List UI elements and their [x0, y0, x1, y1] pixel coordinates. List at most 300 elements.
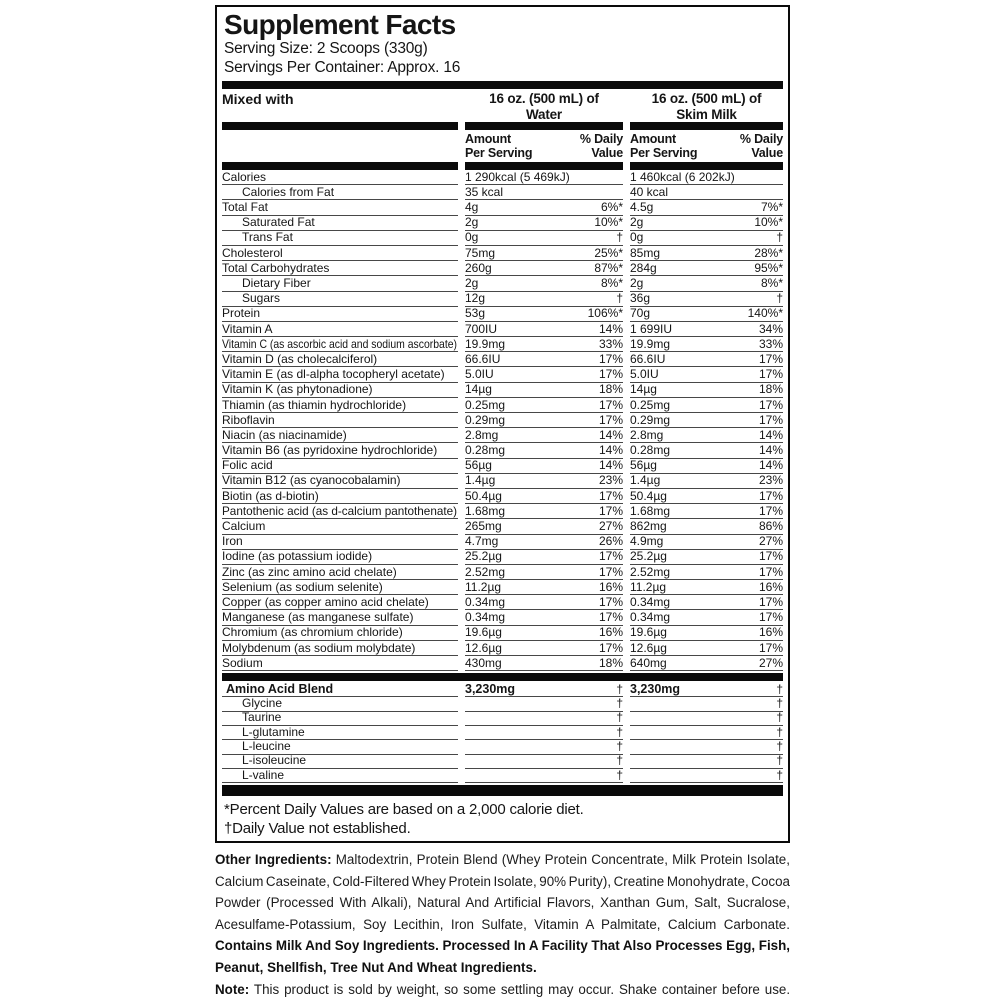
milk-value-cell [630, 337, 783, 352]
milk-daily-value: † [776, 767, 783, 782]
milk-value-cell [630, 769, 783, 783]
water-value-cell [465, 322, 623, 337]
water-value-cell [465, 595, 623, 610]
table-row [222, 697, 783, 711]
skim-milk-column-header-line2: Skim Milk [676, 106, 737, 122]
nutrient-name-cell [222, 595, 458, 610]
divider-bar [222, 673, 783, 681]
milk-daily-value: 86% [758, 519, 783, 533]
water-value-cell [465, 519, 623, 534]
water-amount: 260g [465, 260, 492, 275]
water-value-cell [465, 712, 623, 726]
water-value-cell [465, 459, 623, 474]
nutrient-name-cell [222, 292, 458, 307]
milk-amount: 4.5g [630, 200, 654, 215]
table-row [222, 261, 783, 276]
nutrient-name: Vitamin B12 (as cyanocobalamin) [222, 473, 401, 488]
table-row [222, 712, 783, 726]
milk-value-cell [630, 246, 783, 261]
nutrient-name-cell [222, 443, 458, 458]
milk-amount: 2.52mg [630, 564, 671, 579]
nutrient-name-cell [222, 580, 458, 595]
nutrient-name: Copper (as copper amino acid chelate) [222, 594, 429, 609]
water-amount: 0.25mg [465, 397, 506, 412]
table-row [222, 682, 783, 697]
milk-amount: 66.6IU [630, 351, 666, 366]
milk-value-cell [630, 367, 783, 382]
nutrient-rows [222, 170, 783, 671]
water-amount: 2g [465, 215, 479, 230]
nutrient-name-cell [222, 565, 458, 580]
milk-daily-value: 34% [758, 321, 783, 336]
water-value-cell [465, 535, 623, 550]
table-row [222, 565, 783, 580]
water-value-cell [465, 261, 623, 276]
water-daily-value: 17% [598, 412, 623, 427]
milk-value-cell [630, 535, 783, 550]
milk-amount: 70g [630, 306, 651, 321]
water-amount: 12.6µg [465, 640, 502, 655]
milk-amount: 0.28mg [630, 443, 671, 458]
milk-amount: 12.6µg [630, 640, 667, 655]
milk-daily-value: 14% [758, 458, 783, 473]
table-row [222, 367, 783, 382]
skim-milk-column-header-line1: 16 oz. (500 mL) of [651, 91, 762, 106]
milk-daily-value: 16% [758, 579, 783, 594]
water-value-cell [465, 307, 623, 322]
water-amount: 56µg [465, 458, 492, 473]
milk-amount: 3,230mg [630, 681, 681, 696]
milk-value-cell [630, 292, 783, 307]
milk-daily-value: 27% [758, 534, 783, 549]
water-amount: 1.4µg [465, 473, 496, 488]
water-value-cell [465, 428, 623, 443]
nutrient-name-cell [222, 413, 458, 428]
water-amount: 4g [465, 200, 479, 215]
milk-amount: 2g [630, 276, 644, 290]
water-value-cell [465, 580, 623, 595]
water-value-cell [465, 550, 623, 565]
nutrient-name: Total Carbohydrates [222, 260, 330, 275]
milk-daily-value: 14% [758, 443, 783, 458]
water-daily-value: 17% [598, 503, 623, 518]
nutrient-name: Cholesterol [222, 245, 283, 260]
milk-value-cell [630, 428, 783, 443]
skim-milk-column-header [630, 91, 783, 122]
milk-value-cell [630, 352, 783, 367]
panel-title: Supplement Facts [224, 9, 456, 40]
table-row [222, 292, 783, 307]
water-amount: 700IU [465, 321, 498, 336]
milk-value-cell [630, 519, 783, 534]
milk-amount: 40 kcal [630, 184, 669, 199]
water-amount: 0g [465, 230, 479, 245]
water-daily-value: 33% [598, 336, 623, 351]
milk-daily-value: 17% [758, 488, 783, 503]
nutrient-name: Sodium [222, 655, 263, 670]
water-daily-value: 87%* [594, 260, 623, 275]
water-value-cell [465, 398, 623, 413]
nutrient-name: Vitamin C (as ascorbic acid and sodium ascorbate) [222, 336, 457, 351]
nutrient-name-cell [222, 755, 458, 769]
water-column-header-line2: Water [525, 106, 562, 122]
milk-daily-value: 17% [758, 367, 783, 382]
water-amount: 265mg [465, 519, 502, 533]
water-value-cell [465, 367, 623, 382]
milk-value-cell [630, 712, 783, 726]
water-daily-value: 14% [598, 443, 623, 458]
water-daily-value: 17% [598, 351, 623, 366]
ingredients-line: Powder (Processed With Alkali), Natural And Artificial Flavors, Xanthan Gum, Salt, Sucralose, [215, 895, 790, 911]
table-row [222, 459, 783, 474]
water-value-cell [465, 185, 623, 200]
table-row [222, 610, 783, 625]
servings-per-container: Servings Per Container: Approx. 16 [224, 58, 461, 76]
water-daily-value: 17% [598, 488, 623, 503]
water-amount-header: Amount Per Serving [465, 132, 533, 160]
nutrient-name-cell [222, 459, 458, 474]
nutrient-name-cell [222, 626, 458, 641]
milk-daily-value: 17% [758, 549, 783, 564]
milk-value-cell [630, 641, 783, 656]
nutrient-name: Vitamin B6 (as pyridoxine hydrochloride) [222, 443, 438, 458]
nutrient-name: Vitamin A [222, 321, 273, 336]
nutrient-name: Calcium [222, 519, 266, 533]
nutrient-name-cell [222, 352, 458, 367]
milk-daily-value: 27% [758, 655, 783, 670]
table-row [222, 352, 783, 367]
table-row [222, 519, 783, 534]
water-value-cell [465, 504, 623, 519]
water-daily-value: † [616, 696, 623, 711]
nutrient-name-cell [222, 337, 458, 352]
milk-value-cell [630, 580, 783, 595]
nutrient-name: Sugars [242, 291, 281, 306]
milk-value-cell [630, 443, 783, 458]
nutrient-name: Riboflavin [222, 412, 275, 427]
nutrient-name-cell [222, 550, 458, 565]
footnote-asterisk: *Percent Daily Values are based on a 2,000 calorie diet. [224, 801, 584, 819]
water-value-cell [465, 489, 623, 504]
water-daily-value: 18% [598, 655, 623, 670]
milk-amount: 25.2µg [630, 549, 667, 564]
water-amount: 25.2µg [465, 549, 502, 564]
milk-value-cell [630, 170, 783, 185]
milk-daily-value: † [776, 739, 783, 754]
nutrient-name: Taurine [242, 710, 282, 725]
water-daily-value: 6%* [600, 200, 623, 215]
water-column-header-line1: 16 oz. (500 mL) of [489, 91, 599, 106]
milk-value-cell [630, 231, 783, 246]
table-row [222, 489, 783, 504]
other-ingredients-label: Other Ingredients: [215, 852, 332, 867]
milk-daily-value: † [776, 291, 783, 306]
nutrient-name-cell [222, 231, 458, 246]
water-value-cell [465, 352, 623, 367]
milk-value-cell [630, 610, 783, 625]
milk-amount: 0.25mg [630, 397, 671, 412]
milk-daily-value: 7%* [760, 200, 783, 215]
water-value-cell [465, 610, 623, 625]
water-daily-value: 16% [598, 625, 623, 640]
milk-daily-value: † [776, 753, 783, 768]
milk-daily-value: † [776, 230, 783, 245]
milk-value-cell [630, 474, 783, 489]
milk-value-cell [630, 276, 783, 291]
nutrient-name-cell [222, 428, 458, 443]
water-amount: 2g [465, 276, 479, 290]
nutrient-name: L-leucine [242, 739, 291, 754]
nutrient-name-cell [222, 712, 458, 726]
nutrient-name-cell [222, 535, 458, 550]
nutrient-name: Selenium (as sodium selenite) [222, 579, 383, 594]
nutrient-name: L-glutamine [242, 724, 305, 739]
water-value-cell [465, 726, 623, 740]
milk-amount: 11.2µg [630, 579, 667, 594]
milk-value-cell [630, 261, 783, 276]
note-line: Note: This product is sold by weight, so some settling may occur. Shake container before use. [215, 981, 791, 997]
water-amount: 75mg [465, 245, 496, 260]
water-subheaders [465, 133, 623, 160]
table-row [222, 474, 783, 489]
table-row [222, 535, 783, 550]
milk-daily-value: 17% [758, 610, 783, 625]
table-row [222, 626, 783, 641]
bottom-divider-bar [222, 785, 783, 796]
milk-value-cell [630, 595, 783, 610]
nutrient-name: Vitamin E (as dl-alpha tocopheryl acetate) [222, 367, 445, 382]
water-amount: 12g [465, 291, 486, 306]
milk-daily-value: 28%* [754, 245, 783, 260]
milk-value-cell [630, 383, 783, 398]
milk-amount: 4.9mg [630, 534, 664, 549]
nutrient-name: Thiamin (as thiamin hydrochloride) [222, 397, 407, 412]
nutrient-name: Amino Acid Blend [226, 681, 334, 696]
water-daily-value: 17% [598, 564, 623, 579]
nutrient-name: Chromium (as chromium chloride) [222, 625, 403, 640]
water-value-cell [465, 200, 623, 215]
milk-value-cell [630, 626, 783, 641]
milk-amount: 56µg [630, 458, 657, 473]
water-amount: 66.6IU [465, 351, 501, 366]
nutrient-name-cell [222, 641, 458, 656]
water-daily-value: 26% [598, 534, 623, 549]
water-daily-value: † [616, 710, 623, 725]
table-row [222, 216, 783, 231]
table-row [222, 595, 783, 610]
water-value-cell [465, 216, 623, 231]
water-daily-value: 14% [598, 458, 623, 473]
water-daily-value: 14% [598, 321, 623, 336]
nutrient-name-cell [222, 398, 458, 413]
milk-amount: 85mg [630, 245, 661, 260]
water-amount: 35 kcal [465, 184, 504, 199]
nutrient-name: Manganese (as manganese sulfate) [222, 610, 414, 625]
water-value-cell [465, 413, 623, 428]
mixed-with-header-row [222, 91, 783, 122]
nutrient-name: Dietary Fiber [242, 276, 311, 290]
milk-amount: 5.0IU [630, 367, 659, 382]
milk-daily-value: 17% [758, 412, 783, 427]
ingredients-line: Calcium Caseinate, Cold-Filtered Whey Protein Isolate, 90% Purity), Creatine Monohydrate, Cocoa [215, 873, 790, 889]
nutrient-name-cell [222, 519, 458, 534]
water-amount: 19.9mg [465, 336, 506, 351]
milk-value-cell [630, 413, 783, 428]
nutrient-name-cell [222, 504, 458, 519]
serving-size: Serving Size: 2 Scoops (330g) [224, 40, 428, 57]
table-row [222, 398, 783, 413]
water-daily-value: 17% [598, 367, 623, 382]
milk-amount: 2g [630, 215, 644, 230]
water-daily-value: † [616, 291, 623, 306]
milk-amount: 284g [630, 260, 657, 275]
milk-amount: 862mg [630, 519, 667, 533]
ingredients-text-block [215, 849, 790, 1000]
milk-daily-value: 18% [758, 382, 783, 397]
milk-dv-header: % Daily Value [739, 132, 783, 160]
nutrient-name-cell [222, 185, 458, 200]
nutrient-name: L-valine [242, 767, 285, 782]
water-amount: 0.29mg [465, 412, 506, 427]
note-label: Note: [215, 981, 250, 997]
nutrient-name: Zinc (as zinc amino acid chelate) [222, 564, 397, 579]
milk-value-cell [630, 216, 783, 231]
ingredients-line: Other Ingredients: Maltodextrin, Protein Blend (Whey Protein Concentrate, Milk Protein Isolate, [215, 852, 790, 867]
nutrient-name-cell [222, 307, 458, 322]
milk-amount: 1.68mg [630, 503, 671, 518]
milk-value-cell [630, 682, 783, 697]
water-value-cell [465, 769, 623, 783]
water-daily-value: 8%* [600, 276, 623, 290]
milk-amount: 19.9mg [630, 336, 671, 351]
water-value-cell [465, 697, 623, 711]
water-value-cell [465, 626, 623, 641]
milk-daily-value: † [776, 696, 783, 711]
milk-daily-value: 33% [758, 336, 783, 351]
nutrient-name-cell [222, 474, 458, 489]
milk-amount: 14µg [630, 382, 657, 397]
milk-amount: 1 460kcal (6 202kJ) [630, 169, 735, 184]
water-amount: 3,230mg [465, 681, 516, 696]
supplement-facts-panel [215, 5, 790, 843]
water-value-cell [465, 443, 623, 458]
milk-daily-value: 10%* [754, 215, 783, 230]
milk-subheaders [630, 133, 783, 160]
water-value-cell [465, 682, 623, 697]
table-row [222, 170, 783, 185]
amino-acid-rows [222, 682, 783, 783]
milk-daily-value: 17% [758, 351, 783, 366]
milk-daily-value: 17% [758, 594, 783, 609]
water-amount: 2.52mg [465, 564, 506, 579]
milk-amount: 2.8mg [630, 427, 664, 442]
water-daily-value: 23% [598, 473, 623, 488]
milk-value-cell [630, 489, 783, 504]
milk-amount: 0g [630, 230, 644, 245]
water-daily-value: † [616, 753, 623, 768]
nutrient-name: Total Fat [222, 200, 269, 215]
table-row [222, 769, 783, 783]
water-daily-value: 16% [598, 579, 623, 594]
table-row [222, 656, 783, 671]
nutrient-name-cell [222, 489, 458, 504]
milk-amount: 19.6µg [630, 625, 667, 640]
table-row [222, 337, 783, 352]
milk-value-cell [630, 550, 783, 565]
milk-amount-header: Amount Per Serving [630, 132, 698, 160]
milk-amount: 0.34mg [630, 610, 671, 625]
nutrient-name-cell [222, 322, 458, 337]
nutrient-name: L-isoleucine [242, 753, 307, 768]
table-row [222, 726, 783, 740]
milk-value-cell [630, 656, 783, 671]
nutrient-name: Glycine [242, 696, 283, 711]
water-daily-value: 18% [598, 382, 623, 397]
water-daily-value: 17% [598, 594, 623, 609]
nutrient-name: Trans Fat [242, 230, 293, 245]
table-row [222, 276, 783, 291]
milk-daily-value: 17% [758, 397, 783, 412]
water-amount: 1.68mg [465, 503, 506, 518]
table-row [222, 580, 783, 595]
water-value-cell [465, 565, 623, 580]
water-amount: 14µg [465, 382, 492, 397]
nutrient-name-cell [222, 170, 458, 185]
nutrient-name-cell [222, 682, 458, 697]
nutrient-name-cell [222, 610, 458, 625]
milk-daily-value: † [776, 710, 783, 725]
nutrient-name-cell [222, 383, 458, 398]
nutrient-name: Protein [222, 306, 261, 321]
allergen-statement-line: Peanut, Shellfish, Tree Nut And Wheat Ingredients. [215, 959, 537, 975]
water-daily-value: 17% [598, 397, 623, 412]
nutrient-name-cell [222, 367, 458, 382]
mixed-with-label: Mixed with [222, 91, 294, 107]
milk-amount: 1.4µg [630, 473, 661, 488]
nutrient-name: Saturated Fat [242, 215, 315, 230]
amount-dv-header-row [222, 133, 783, 160]
water-daily-value: † [616, 724, 623, 739]
water-amount: 2.8mg [465, 427, 499, 442]
ingredients-line: Acesulfame-Potassium, Soy Lecithin, Iron Sulfate, Vitamin A Palmitate, Calcium Carbonate. [215, 916, 790, 932]
nutrient-name-cell [222, 216, 458, 231]
milk-daily-value: † [776, 681, 783, 696]
water-value-cell [465, 231, 623, 246]
milk-daily-value: 8%* [760, 276, 783, 290]
milk-value-cell [630, 504, 783, 519]
nutrient-name: Iron [222, 534, 243, 549]
water-amount: 0.28mg [465, 443, 506, 458]
milk-daily-value: 17% [758, 503, 783, 518]
nutrient-name: Vitamin D (as cholecalciferol) [222, 351, 378, 366]
water-amount: 0.34mg [465, 594, 506, 609]
water-value-cell [465, 656, 623, 671]
table-row [222, 413, 783, 428]
table-row [222, 740, 783, 754]
table-row [222, 200, 783, 215]
water-amount: 19.6µg [465, 625, 502, 640]
milk-value-cell [630, 307, 783, 322]
nutrient-name-cell [222, 656, 458, 671]
water-amount: 0.34mg [465, 610, 506, 625]
water-daily-value: 106%* [587, 306, 623, 321]
table-row [222, 322, 783, 337]
nutrient-name: Calories from Fat [242, 184, 335, 199]
table-row [222, 428, 783, 443]
table-row [222, 246, 783, 261]
nutrient-name-cell [222, 246, 458, 261]
allergen-statement-line: Contains Milk And Soy Ingredients. Processed In A Facility That Also Processes Egg, Fish, [215, 938, 791, 954]
